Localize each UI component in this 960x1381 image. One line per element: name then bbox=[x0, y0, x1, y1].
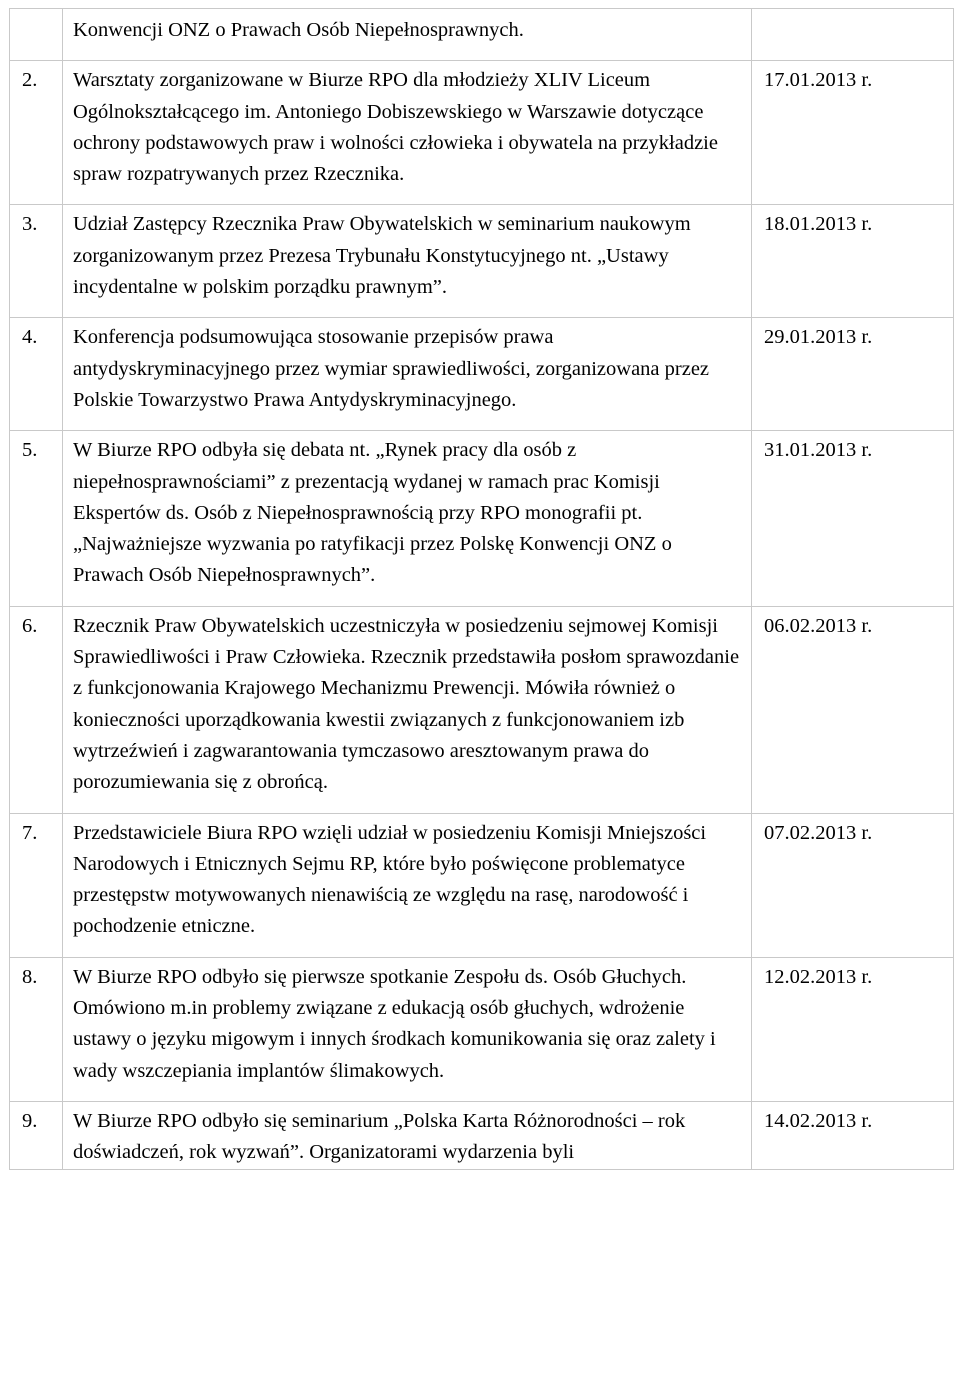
row-number bbox=[10, 9, 63, 61]
table-row bbox=[10, 1101, 954, 1169]
document-page bbox=[9, 8, 953, 1170]
row-description: Udział Zastępcy Rzecznika Praw Obywatelskich w seminarium naukowym zorganizowanym przez Prezesa Trybunału Konstytucyjnego nt. „Ustawy incydentalne w polskim porządku prawnym”. bbox=[63, 205, 752, 318]
row-description: Warsztaty zorganizowane w Biurze RPO dla młodzieży XLIV Liceum Ogólnokształcącego im. Antoniego Dobiszewskiego w Warszawie dotyczące ochrony podstawowych praw i wolności człowieka i obywatela na przykładzie spraw rozpatrywanych przez Rzecznika. bbox=[63, 61, 752, 205]
table-row bbox=[10, 9, 954, 61]
row-date: 18.01.2013 r. bbox=[752, 205, 954, 318]
row-description: W Biurze RPO odbyło się seminarium „Polska Karta Różnorodności – rok doświadczeń, rok wyzwań”. Organizatorami wydarzenia byli bbox=[63, 1101, 752, 1169]
row-number: 6. bbox=[10, 606, 63, 813]
row-description: Konferencja podsumowująca stosowanie przepisów prawa antydyskryminacyjnego przez wymiar sprawiedliwości, zorganizowana przez Polskie Towarzystwo Prawa Antydyskryminacyjnego. bbox=[63, 318, 752, 431]
row-number: 4. bbox=[10, 318, 63, 431]
row-date: 29.01.2013 r. bbox=[752, 318, 954, 431]
row-date: 07.02.2013 r. bbox=[752, 813, 954, 957]
row-number: 3. bbox=[10, 205, 63, 318]
row-number: 2. bbox=[10, 61, 63, 205]
table-row bbox=[10, 813, 954, 957]
row-number: 8. bbox=[10, 957, 63, 1101]
row-date: 17.01.2013 r. bbox=[752, 61, 954, 205]
table-row bbox=[10, 606, 954, 813]
row-number: 5. bbox=[10, 431, 63, 606]
row-description: Konwencji ONZ o Prawach Osób Niepełnosprawnych. bbox=[63, 9, 752, 61]
row-description: Rzecznik Praw Obywatelskich uczestniczyła w posiedzeniu sejmowej Komisji Sprawiedliwości i Praw Człowieka. Rzecznik przedstawiła posłom sprawozdanie z funkcjonowania Krajowego Mechanizmu Prewencji. Mówiła również o konieczności uporządkowania kwestii związanych z funkcjonowaniem izb wytrzeźwień i zagwarantowania tymczasowo aresztowanym prawa do porozumiewania się z obrońcą. bbox=[63, 606, 752, 813]
row-number: 9. bbox=[10, 1101, 63, 1169]
table-row bbox=[10, 318, 954, 431]
activities-table bbox=[9, 8, 954, 1170]
table-row bbox=[10, 61, 954, 205]
row-description: W Biurze RPO odbyła się debata nt. „Rynek pracy dla osób z niepełnosprawnościami” z prezentacją wydanej w ramach prac Komisji Ekspertów ds. Osób z Niepełnosprawnością przy RPO monografii pt. „Najważniejsze wyzwania po ratyfikacji przez Polskę Konwencji ONZ o Prawach Osób Niepełnosprawnych”. bbox=[63, 431, 752, 606]
row-date: 12.02.2013 r. bbox=[752, 957, 954, 1101]
row-date: 14.02.2013 r. bbox=[752, 1101, 954, 1169]
row-date: 31.01.2013 r. bbox=[752, 431, 954, 606]
table-row bbox=[10, 205, 954, 318]
table-row bbox=[10, 957, 954, 1101]
row-date: 06.02.2013 r. bbox=[752, 606, 954, 813]
row-number: 7. bbox=[10, 813, 63, 957]
row-description: Przedstawiciele Biura RPO wzięli udział w posiedzeniu Komisji Mniejszości Narodowych i Etnicznych Sejmu RP, które było poświęcone problematyce przestępstw motywowanych nienawiścią ze względu na rasę, narodowość i pochodzenie etniczne. bbox=[63, 813, 752, 957]
table-row bbox=[10, 431, 954, 606]
row-date bbox=[752, 9, 954, 61]
row-description: W Biurze RPO odbyło się pierwsze spotkanie Zespołu ds. Osób Głuchych. Omówiono m.in problemy związane z edukacją osób głuchych, wdrożenie ustawy o języku migowym i innych środkach komunikowania się oraz zalety i wady wszczepiania implantów ślimakowych. bbox=[63, 957, 752, 1101]
